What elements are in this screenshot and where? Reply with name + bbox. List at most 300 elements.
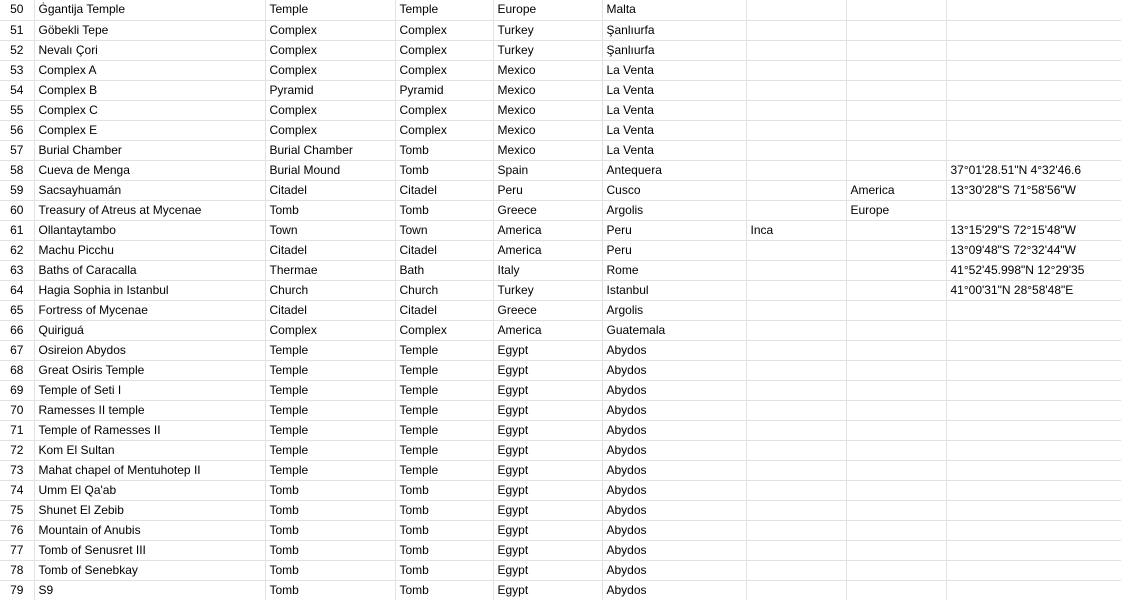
- cell-culture[interactable]: [746, 0, 846, 20]
- cell-type_primary[interactable]: Complex: [265, 40, 395, 60]
- cell-region[interactable]: La Venta: [602, 100, 746, 120]
- cell-name[interactable]: Shunet El Zebib: [34, 500, 265, 520]
- cell-name[interactable]: Complex B: [34, 80, 265, 100]
- cell-type_primary[interactable]: Burial Mound: [265, 160, 395, 180]
- cell-type_primary[interactable]: Burial Chamber: [265, 140, 395, 160]
- cell-country[interactable]: America: [493, 320, 602, 340]
- cell-continent[interactable]: [846, 240, 946, 260]
- cell-type_primary[interactable]: Tomb: [265, 580, 395, 600]
- table-row[interactable]: [0, 100, 1121, 120]
- cell-type_secondary[interactable]: Tomb: [395, 480, 493, 500]
- cell-type_primary[interactable]: Temple: [265, 400, 395, 420]
- table-row[interactable]: [0, 360, 1121, 380]
- cell-type_secondary[interactable]: Tomb: [395, 560, 493, 580]
- cell-country[interactable]: Italy: [493, 260, 602, 280]
- cell-type_secondary[interactable]: Temple: [395, 460, 493, 480]
- cell-type_secondary[interactable]: Temple: [395, 0, 493, 20]
- cell-type_secondary[interactable]: Citadel: [395, 180, 493, 200]
- cell-continent[interactable]: [846, 420, 946, 440]
- row-header[interactable]: 65: [0, 300, 34, 320]
- cell-type_secondary[interactable]: Tomb: [395, 540, 493, 560]
- row-header[interactable]: 54: [0, 80, 34, 100]
- cell-type_secondary[interactable]: Tomb: [395, 200, 493, 220]
- cell-type_secondary[interactable]: Temple: [395, 360, 493, 380]
- cell-continent[interactable]: [846, 460, 946, 480]
- row-header[interactable]: 52: [0, 40, 34, 60]
- cell-region[interactable]: Peru: [602, 240, 746, 260]
- cell-coordinates[interactable]: [946, 200, 1121, 220]
- cell-culture[interactable]: [746, 100, 846, 120]
- cell-name[interactable]: Umm El Qa'ab: [34, 480, 265, 500]
- cell-continent[interactable]: [846, 100, 946, 120]
- cell-region[interactable]: Malta: [602, 0, 746, 20]
- row-header[interactable]: 67: [0, 340, 34, 360]
- cell-culture[interactable]: [746, 580, 846, 600]
- cell-culture[interactable]: [746, 260, 846, 280]
- cell-continent[interactable]: [846, 500, 946, 520]
- cell-region[interactable]: Şanlıurfa: [602, 40, 746, 60]
- cell-culture[interactable]: [746, 340, 846, 360]
- table-row[interactable]: [0, 80, 1121, 100]
- table-row[interactable]: [0, 560, 1121, 580]
- cell-region[interactable]: Abydos: [602, 440, 746, 460]
- row-header[interactable]: 62: [0, 240, 34, 260]
- cell-type_primary[interactable]: Tomb: [265, 500, 395, 520]
- cell-type_secondary[interactable]: Citadel: [395, 300, 493, 320]
- table-row[interactable]: [0, 580, 1121, 600]
- cell-type_primary[interactable]: Pyramid: [265, 80, 395, 100]
- cell-continent[interactable]: Europe: [846, 200, 946, 220]
- cell-type_primary[interactable]: Tomb: [265, 480, 395, 500]
- cell-continent[interactable]: [846, 280, 946, 300]
- cell-coordinates[interactable]: 13°30'28"S 71°58'56"W: [946, 180, 1121, 200]
- cell-type_primary[interactable]: Complex: [265, 320, 395, 340]
- cell-name[interactable]: Ramesses II temple: [34, 400, 265, 420]
- cell-type_primary[interactable]: Citadel: [265, 180, 395, 200]
- cell-coordinates[interactable]: [946, 60, 1121, 80]
- cell-name[interactable]: Complex C: [34, 100, 265, 120]
- table-row[interactable]: [0, 540, 1121, 560]
- row-header[interactable]: 66: [0, 320, 34, 340]
- cell-coordinates[interactable]: [946, 40, 1121, 60]
- cell-continent[interactable]: [846, 580, 946, 600]
- table-row[interactable]: [0, 440, 1121, 460]
- row-header[interactable]: 72: [0, 440, 34, 460]
- cell-coordinates[interactable]: [946, 520, 1121, 540]
- table-row[interactable]: [0, 260, 1121, 280]
- cell-type_secondary[interactable]: Church: [395, 280, 493, 300]
- cell-region[interactable]: Abydos: [602, 580, 746, 600]
- cell-coordinates[interactable]: [946, 420, 1121, 440]
- cell-type_primary[interactable]: Complex: [265, 120, 395, 140]
- table-row[interactable]: [0, 420, 1121, 440]
- cell-name[interactable]: Machu Picchu: [34, 240, 265, 260]
- cell-country[interactable]: Egypt: [493, 580, 602, 600]
- row-header[interactable]: 63: [0, 260, 34, 280]
- cell-culture[interactable]: [746, 520, 846, 540]
- cell-culture[interactable]: [746, 460, 846, 480]
- cell-country[interactable]: Egypt: [493, 360, 602, 380]
- cell-coordinates[interactable]: [946, 100, 1121, 120]
- cell-name[interactable]: Fortress of Mycenae: [34, 300, 265, 320]
- cell-country[interactable]: Mexico: [493, 100, 602, 120]
- cell-type_primary[interactable]: Temple: [265, 420, 395, 440]
- cell-continent[interactable]: [846, 60, 946, 80]
- cell-name[interactable]: Hagia Sophia in Istanbul: [34, 280, 265, 300]
- cell-continent[interactable]: [846, 80, 946, 100]
- cell-culture[interactable]: [746, 120, 846, 140]
- cell-name[interactable]: Göbekli Tepe: [34, 20, 265, 40]
- cell-country[interactable]: Egypt: [493, 500, 602, 520]
- cell-coordinates[interactable]: 13°15'29"S 72°15'48"W: [946, 220, 1121, 240]
- row-header[interactable]: 51: [0, 20, 34, 40]
- cell-type_secondary[interactable]: Complex: [395, 320, 493, 340]
- cell-type_primary[interactable]: Tomb: [265, 560, 395, 580]
- row-header[interactable]: 73: [0, 460, 34, 480]
- cell-coordinates[interactable]: [946, 360, 1121, 380]
- cell-country[interactable]: Egypt: [493, 560, 602, 580]
- cell-culture[interactable]: Inca: [746, 220, 846, 240]
- cell-type_secondary[interactable]: Tomb: [395, 580, 493, 600]
- row-header[interactable]: 55: [0, 100, 34, 120]
- cell-type_primary[interactable]: Tomb: [265, 540, 395, 560]
- table-row[interactable]: [0, 380, 1121, 400]
- cell-type_secondary[interactable]: Tomb: [395, 140, 493, 160]
- cell-country[interactable]: Greece: [493, 300, 602, 320]
- cell-culture[interactable]: [746, 480, 846, 500]
- table-row[interactable]: [0, 400, 1121, 420]
- cell-coordinates[interactable]: [946, 140, 1121, 160]
- cell-culture[interactable]: [746, 40, 846, 60]
- cell-coordinates[interactable]: [946, 80, 1121, 100]
- cell-continent[interactable]: [846, 300, 946, 320]
- table-row[interactable]: [0, 220, 1121, 240]
- cell-culture[interactable]: [746, 160, 846, 180]
- cell-name[interactable]: Ollantaytambo: [34, 220, 265, 240]
- row-header[interactable]: 77: [0, 540, 34, 560]
- cell-region[interactable]: Abydos: [602, 560, 746, 580]
- cell-type_primary[interactable]: Complex: [265, 60, 395, 80]
- cell-region[interactable]: Abydos: [602, 340, 746, 360]
- cell-culture[interactable]: [746, 240, 846, 260]
- row-header[interactable]: 64: [0, 280, 34, 300]
- cell-name[interactable]: Mountain of Anubis: [34, 520, 265, 540]
- cell-region[interactable]: Rome: [602, 260, 746, 280]
- cell-region[interactable]: Antequera: [602, 160, 746, 180]
- cell-coordinates[interactable]: [946, 580, 1121, 600]
- table-row[interactable]: [0, 240, 1121, 260]
- cell-culture[interactable]: [746, 60, 846, 80]
- cell-type_primary[interactable]: Tomb: [265, 520, 395, 540]
- cell-continent[interactable]: [846, 520, 946, 540]
- cell-culture[interactable]: [746, 80, 846, 100]
- cell-type_secondary[interactable]: Complex: [395, 100, 493, 120]
- cell-continent[interactable]: America: [846, 180, 946, 200]
- cell-type_secondary[interactable]: Tomb: [395, 520, 493, 540]
- cell-region[interactable]: Istanbul: [602, 280, 746, 300]
- row-header[interactable]: 79: [0, 580, 34, 600]
- cell-coordinates[interactable]: [946, 380, 1121, 400]
- cell-culture[interactable]: [746, 500, 846, 520]
- cell-type_secondary[interactable]: Citadel: [395, 240, 493, 260]
- cell-coordinates[interactable]: 13°09'48"S 72°32'44"W: [946, 240, 1121, 260]
- row-header[interactable]: 69: [0, 380, 34, 400]
- row-header[interactable]: 57: [0, 140, 34, 160]
- cell-type_primary[interactable]: Temple: [265, 360, 395, 380]
- cell-region[interactable]: Abydos: [602, 480, 746, 500]
- row-header[interactable]: 76: [0, 520, 34, 540]
- table-row[interactable]: [0, 200, 1121, 220]
- cell-country[interactable]: Egypt: [493, 460, 602, 480]
- cell-type_primary[interactable]: Temple: [265, 460, 395, 480]
- cell-continent[interactable]: [846, 320, 946, 340]
- cell-country[interactable]: Egypt: [493, 340, 602, 360]
- cell-name[interactable]: Temple of Seti I: [34, 380, 265, 400]
- cell-coordinates[interactable]: [946, 0, 1121, 20]
- cell-country[interactable]: America: [493, 220, 602, 240]
- cell-continent[interactable]: [846, 260, 946, 280]
- cell-type_primary[interactable]: Citadel: [265, 300, 395, 320]
- table-row[interactable]: [0, 40, 1121, 60]
- cell-country[interactable]: Mexico: [493, 120, 602, 140]
- row-header[interactable]: 70: [0, 400, 34, 420]
- cell-region[interactable]: Abydos: [602, 380, 746, 400]
- cell-region[interactable]: Şanlıurfa: [602, 20, 746, 40]
- row-header[interactable]: 50: [0, 0, 34, 20]
- cell-continent[interactable]: [846, 220, 946, 240]
- cell-type_primary[interactable]: Complex: [265, 20, 395, 40]
- cell-culture[interactable]: [746, 560, 846, 580]
- table-row[interactable]: [0, 500, 1121, 520]
- cell-coordinates[interactable]: [946, 400, 1121, 420]
- cell-continent[interactable]: [846, 540, 946, 560]
- cell-country[interactable]: Egypt: [493, 380, 602, 400]
- cell-region[interactable]: Abydos: [602, 400, 746, 420]
- cell-type_secondary[interactable]: Complex: [395, 20, 493, 40]
- cell-region[interactable]: Guatemala: [602, 320, 746, 340]
- cell-type_primary[interactable]: Citadel: [265, 240, 395, 260]
- cell-coordinates[interactable]: [946, 540, 1121, 560]
- cell-region[interactable]: La Venta: [602, 140, 746, 160]
- cell-culture[interactable]: [746, 300, 846, 320]
- cell-country[interactable]: Egypt: [493, 420, 602, 440]
- cell-coordinates[interactable]: 41°00'31"N 28°58'48"E: [946, 280, 1121, 300]
- table-row[interactable]: [0, 0, 1121, 20]
- cell-type_secondary[interactable]: Temple: [395, 380, 493, 400]
- cell-continent[interactable]: [846, 400, 946, 420]
- cell-type_secondary[interactable]: Bath: [395, 260, 493, 280]
- table-row[interactable]: [0, 140, 1121, 160]
- cell-culture[interactable]: [746, 200, 846, 220]
- cell-name[interactable]: Kom El Sultan: [34, 440, 265, 460]
- cell-culture[interactable]: [746, 380, 846, 400]
- table-row[interactable]: [0, 460, 1121, 480]
- cell-continent[interactable]: [846, 0, 946, 20]
- cell-name[interactable]: Mahat chapel of Mentuhotep II: [34, 460, 265, 480]
- table-row[interactable]: [0, 480, 1121, 500]
- cell-region[interactable]: La Venta: [602, 80, 746, 100]
- cell-coordinates[interactable]: [946, 440, 1121, 460]
- table-row[interactable]: [0, 120, 1121, 140]
- cell-country[interactable]: Peru: [493, 180, 602, 200]
- cell-continent[interactable]: [846, 440, 946, 460]
- cell-type_primary[interactable]: Tomb: [265, 200, 395, 220]
- cell-country[interactable]: Mexico: [493, 140, 602, 160]
- cell-coordinates[interactable]: [946, 460, 1121, 480]
- cell-country[interactable]: Europe: [493, 0, 602, 20]
- cell-country[interactable]: Egypt: [493, 520, 602, 540]
- cell-region[interactable]: Argolis: [602, 200, 746, 220]
- cell-name[interactable]: Complex A: [34, 60, 265, 80]
- cell-name[interactable]: Baths of Caracalla: [34, 260, 265, 280]
- cell-type_secondary[interactable]: Pyramid: [395, 80, 493, 100]
- cell-type_secondary[interactable]: Complex: [395, 120, 493, 140]
- cell-region[interactable]: Cusco: [602, 180, 746, 200]
- cell-continent[interactable]: [846, 560, 946, 580]
- cell-coordinates[interactable]: 41°52'45.998"N 12°29'35: [946, 260, 1121, 280]
- table-row[interactable]: [0, 160, 1121, 180]
- cell-culture[interactable]: [746, 180, 846, 200]
- row-header[interactable]: 60: [0, 200, 34, 220]
- cell-country[interactable]: Mexico: [493, 60, 602, 80]
- cell-type_primary[interactable]: Temple: [265, 0, 395, 20]
- cell-name[interactable]: Quiriguá: [34, 320, 265, 340]
- row-header[interactable]: 78: [0, 560, 34, 580]
- table-row[interactable]: [0, 520, 1121, 540]
- cell-name[interactable]: Sacsayhuamán: [34, 180, 265, 200]
- cell-name[interactable]: Complex E: [34, 120, 265, 140]
- cell-type_secondary[interactable]: Tomb: [395, 160, 493, 180]
- cell-region[interactable]: Abydos: [602, 520, 746, 540]
- cell-type_secondary[interactable]: Temple: [395, 400, 493, 420]
- cell-type_primary[interactable]: Complex: [265, 100, 395, 120]
- cell-type_primary[interactable]: Church: [265, 280, 395, 300]
- cell-country[interactable]: Egypt: [493, 480, 602, 500]
- cell-type_secondary[interactable]: Town: [395, 220, 493, 240]
- cell-type_secondary[interactable]: Complex: [395, 40, 493, 60]
- row-header[interactable]: 75: [0, 500, 34, 520]
- cell-culture[interactable]: [746, 440, 846, 460]
- cell-type_secondary[interactable]: Temple: [395, 340, 493, 360]
- cell-name[interactable]: Tomb of Senusret III: [34, 540, 265, 560]
- cell-region[interactable]: La Venta: [602, 60, 746, 80]
- cell-culture[interactable]: [746, 20, 846, 40]
- cell-name[interactable]: Tomb of Senebkay: [34, 560, 265, 580]
- cell-region[interactable]: Abydos: [602, 500, 746, 520]
- cell-name[interactable]: Cueva de Menga: [34, 160, 265, 180]
- cell-culture[interactable]: [746, 360, 846, 380]
- cell-culture[interactable]: [746, 320, 846, 340]
- cell-region[interactable]: Abydos: [602, 540, 746, 560]
- cell-coordinates[interactable]: [946, 20, 1121, 40]
- cell-type_secondary[interactable]: Temple: [395, 440, 493, 460]
- cell-coordinates[interactable]: [946, 300, 1121, 320]
- row-header[interactable]: 68: [0, 360, 34, 380]
- cell-country[interactable]: Egypt: [493, 540, 602, 560]
- table-row[interactable]: [0, 20, 1121, 40]
- table-row[interactable]: [0, 60, 1121, 80]
- cell-name[interactable]: Temple of Ramesses II: [34, 420, 265, 440]
- row-header[interactable]: 53: [0, 60, 34, 80]
- cell-region[interactable]: Abydos: [602, 360, 746, 380]
- cell-continent[interactable]: [846, 380, 946, 400]
- cell-country[interactable]: Greece: [493, 200, 602, 220]
- cell-coordinates[interactable]: [946, 120, 1121, 140]
- cell-culture[interactable]: [746, 540, 846, 560]
- cell-country[interactable]: Turkey: [493, 40, 602, 60]
- cell-coordinates[interactable]: [946, 340, 1121, 360]
- row-header[interactable]: 56: [0, 120, 34, 140]
- cell-coordinates[interactable]: [946, 560, 1121, 580]
- cell-continent[interactable]: [846, 140, 946, 160]
- cell-country[interactable]: Turkey: [493, 280, 602, 300]
- cell-type_primary[interactable]: Temple: [265, 440, 395, 460]
- cell-region[interactable]: La Venta: [602, 120, 746, 140]
- cell-type_secondary[interactable]: Tomb: [395, 500, 493, 520]
- cell-coordinates[interactable]: 37°01'28.51"N 4°32'46.6: [946, 160, 1121, 180]
- cell-name[interactable]: Burial Chamber: [34, 140, 265, 160]
- cell-country[interactable]: Turkey: [493, 20, 602, 40]
- cell-type_primary[interactable]: Thermae: [265, 260, 395, 280]
- cell-region[interactable]: Abydos: [602, 460, 746, 480]
- cell-country[interactable]: Egypt: [493, 440, 602, 460]
- cell-name[interactable]: Ġgantija Temple: [34, 0, 265, 20]
- row-header[interactable]: 74: [0, 480, 34, 500]
- cell-type_secondary[interactable]: Temple: [395, 420, 493, 440]
- cell-name[interactable]: Nevalı Çori: [34, 40, 265, 60]
- table-row[interactable]: [0, 180, 1121, 200]
- cell-name[interactable]: S9: [34, 580, 265, 600]
- cell-continent[interactable]: [846, 20, 946, 40]
- cell-name[interactable]: Treasury of Atreus at Mycenae: [34, 200, 265, 220]
- table-row[interactable]: [0, 300, 1121, 320]
- cell-country[interactable]: America: [493, 240, 602, 260]
- row-header[interactable]: 58: [0, 160, 34, 180]
- cell-coordinates[interactable]: [946, 480, 1121, 500]
- cell-continent[interactable]: [846, 160, 946, 180]
- cell-name[interactable]: Osireion Abydos: [34, 340, 265, 360]
- cell-region[interactable]: Abydos: [602, 420, 746, 440]
- cell-culture[interactable]: [746, 400, 846, 420]
- cell-country[interactable]: Spain: [493, 160, 602, 180]
- row-header[interactable]: 61: [0, 220, 34, 240]
- cell-continent[interactable]: [846, 120, 946, 140]
- cell-culture[interactable]: [746, 140, 846, 160]
- cell-name[interactable]: Great Osiris Temple: [34, 360, 265, 380]
- cell-type_secondary[interactable]: Complex: [395, 60, 493, 80]
- cell-continent[interactable]: [846, 360, 946, 380]
- cell-continent[interactable]: [846, 480, 946, 500]
- cell-continent[interactable]: [846, 340, 946, 360]
- table-row[interactable]: [0, 320, 1121, 340]
- table-row[interactable]: [0, 340, 1121, 360]
- cell-continent[interactable]: [846, 40, 946, 60]
- row-header[interactable]: 59: [0, 180, 34, 200]
- table-row[interactable]: [0, 280, 1121, 300]
- cell-type_primary[interactable]: Town: [265, 220, 395, 240]
- cell-region[interactable]: Peru: [602, 220, 746, 240]
- row-header[interactable]: 71: [0, 420, 34, 440]
- cell-culture[interactable]: [746, 280, 846, 300]
- cell-coordinates[interactable]: [946, 320, 1121, 340]
- cell-region[interactable]: Argolis: [602, 300, 746, 320]
- cell-type_primary[interactable]: Temple: [265, 340, 395, 360]
- cell-country[interactable]: Egypt: [493, 400, 602, 420]
- cell-type_primary[interactable]: Temple: [265, 380, 395, 400]
- cell-country[interactable]: Mexico: [493, 80, 602, 100]
- cell-culture[interactable]: [746, 420, 846, 440]
- cell-coordinates[interactable]: [946, 500, 1121, 520]
